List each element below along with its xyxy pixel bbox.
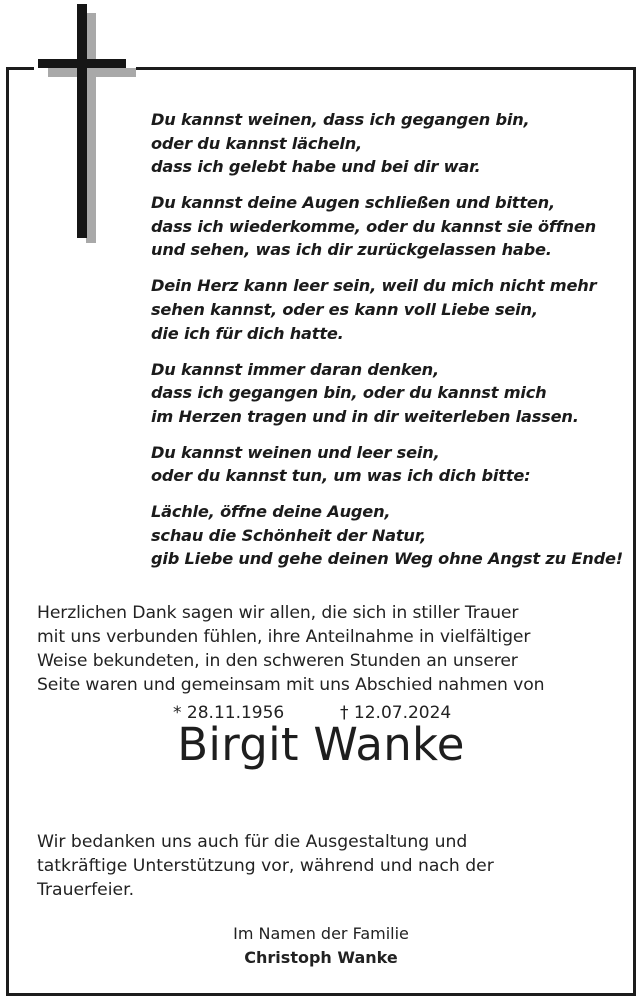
thanks-extra-paragraph xyxy=(37,830,617,902)
cross-shadow-horizontal xyxy=(48,68,136,77)
poem-line: die ich für dich hatte. xyxy=(151,323,344,343)
thanks-extra-line: tatkräftige Unterstützung vor, während und nach der xyxy=(37,856,494,876)
poem-line: Du kannst weinen und leer sein, xyxy=(151,442,440,462)
poem-line: schau die Schönheit der Natur, xyxy=(151,525,427,545)
poem xyxy=(151,108,621,583)
poem-line: im Herzen tragen und in dir weiterleben lassen. xyxy=(151,406,579,426)
deceased-name: Birgit Wanke xyxy=(177,718,465,771)
poem-stanza xyxy=(151,191,621,262)
poem-line: Dein Herz kann leer sein, weil du mich nicht mehr xyxy=(151,276,597,296)
thanks-line: Seite waren und gemeinsam mit uns Abschied nahmen von xyxy=(37,675,545,695)
poem-line: Du kannst weinen, dass ich gegangen bin, xyxy=(151,110,530,129)
poem-line: oder du kannst tun, um was ich dich bitte: xyxy=(151,466,531,486)
poem-stanza xyxy=(151,108,621,179)
poem-line: sehen kannst, oder es kann voll Liebe sein, xyxy=(151,299,538,319)
poem-line: Du kannst immer daran denken, xyxy=(151,359,439,379)
thanks-paragraph xyxy=(37,601,617,697)
poem-line: gib Liebe und gehe deinen Weg ohne Angst zu Ende! xyxy=(151,549,623,569)
birth-date: * 28.11.1956 xyxy=(173,703,285,723)
thanks-extra-line: Wir bedanken uns auch für die Ausgestaltung und xyxy=(37,832,468,852)
cross-vertical-bar xyxy=(77,4,87,238)
signature xyxy=(0,922,642,970)
poem-line: und sehen, was ich dir zurückgelassen habe. xyxy=(151,240,552,260)
signature-intro: Im Namen der Familie xyxy=(233,924,409,943)
thanks-line: Weise bekundeten, in den schweren Stunden an unserer xyxy=(37,651,518,671)
poem-stanza xyxy=(151,358,621,429)
poem-line: dass ich gegangen bin, oder du kannst mich xyxy=(151,383,547,403)
thanks-line: mit uns verbunden fühlen, ihre Anteilnahme in vielfältiger xyxy=(37,627,531,647)
death-date: † 12.07.2024 xyxy=(340,703,452,723)
cross-shadow-vertical xyxy=(86,13,96,243)
poem-stanza xyxy=(151,500,621,571)
signature-name: Christoph Wanke xyxy=(244,948,398,967)
poem-line: dass ich gelebt habe und bei dir war. xyxy=(151,157,481,177)
poem-line: oder du kannst lächeln, xyxy=(151,133,362,153)
poem-line: Du kannst deine Augen schließen und bitten, xyxy=(151,193,555,213)
cross-horizontal-bar xyxy=(38,59,126,68)
poem-stanza xyxy=(151,274,621,345)
poem-line: dass ich wiederkomme, oder du kannst sie öffnen xyxy=(151,216,596,236)
thanks-line: Herzlichen Dank sagen wir allen, die sich in stiller Trauer xyxy=(37,603,519,623)
poem-line: Lächle, öffne deine Augen, xyxy=(151,502,391,522)
thanks-extra-line: Trauerfeier. xyxy=(37,880,135,900)
poem-stanza xyxy=(151,441,621,488)
